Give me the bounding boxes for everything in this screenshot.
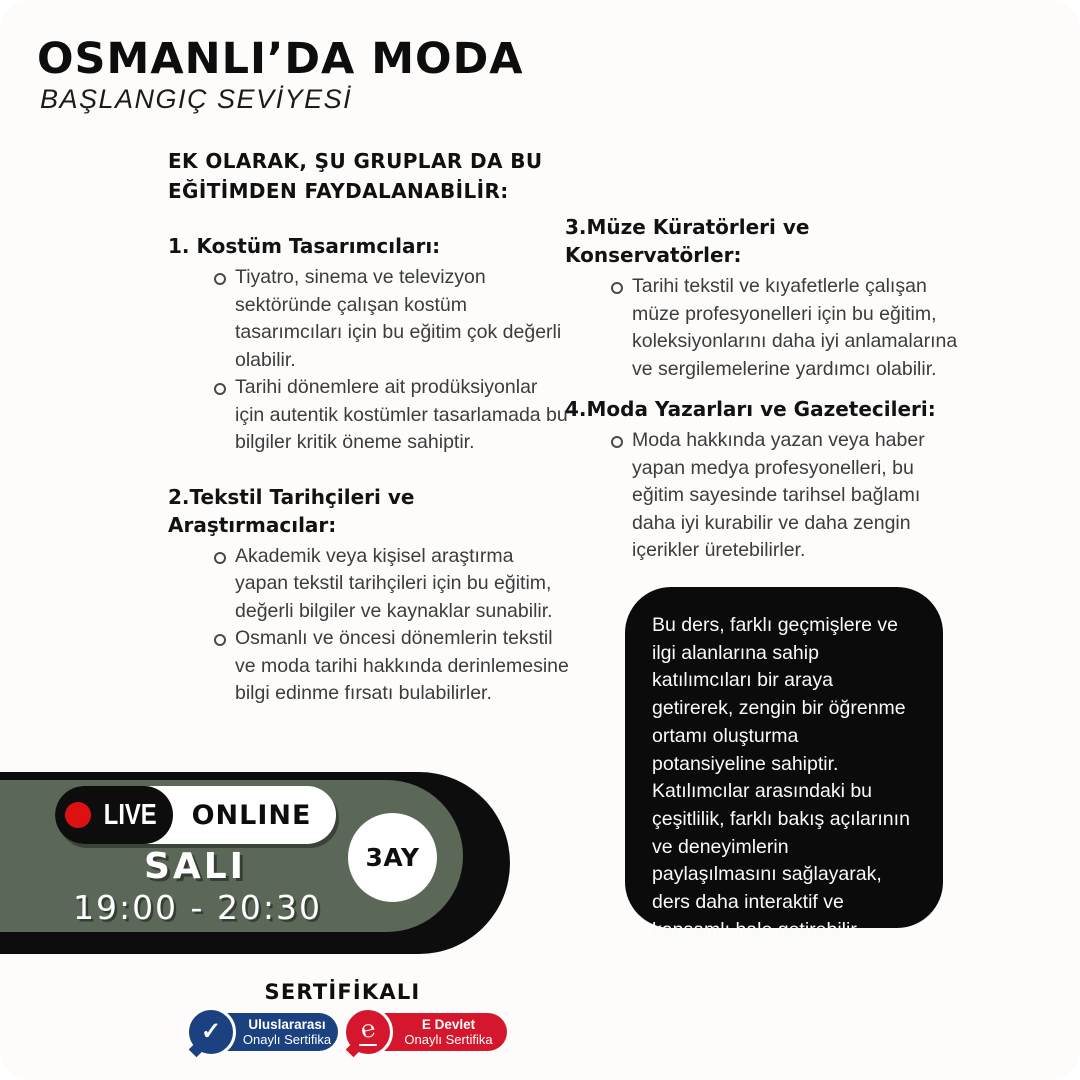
- group-bullet-list: [565, 273, 967, 383]
- page-subtitle: BAŞLANGIÇ SEVİYESİ: [40, 84, 353, 114]
- list-item: Osmanlı ve öncesi dönemlerin tekstil ve moda tarihi hakkında derinlemesine bilgi edinme fırsatı bulabilirler.: [235, 625, 570, 708]
- online-label: ONLINE: [191, 799, 312, 831]
- list-item: Tiyatro, sinema ve televizyon sektöründe çalışan kostüm tasarımcıları için bu eğitim çok değerli olabilir.: [235, 264, 570, 374]
- live-tag: [55, 786, 173, 844]
- group-title: 1. Kostüm Tasarımcıları:: [168, 234, 441, 258]
- page-title: OSMANLI’DA MODA: [37, 34, 524, 84]
- course-note-box: Bu ders, farklı geçmişlere ve ilgi alanlarına sahip katılımcıları bir araya getirerek, zengin bir öğrenme ortamı oluşturma potansiyeline sahiptir. Katılımcılar arasındaki bu çeşitlilik, farklı bakış açılarının ve deneyimlerin paylaşılmasını sağlayarak, ders daha interaktif ve kapsamlı hale getirebilir.: [625, 587, 943, 928]
- group-bullet-list: [565, 427, 967, 565]
- schedule-time: 19:00 - 20:30: [72, 888, 323, 927]
- group-title: 2.Tekstil Tarihçileri ve Araştırmacılar:: [168, 484, 415, 537]
- live-dot-icon: [65, 802, 91, 828]
- certification-heading: SERTİFİKALI: [264, 980, 421, 1004]
- badge-line2: Onaylı Sertifika: [242, 1032, 332, 1047]
- duration-label: 3AY: [365, 843, 420, 872]
- e-devlet-caption-bar: [359, 1044, 377, 1047]
- intro-heading: EK OLARAK, ŞU GRUPLAR DA BU EĞİTİMDEN FAYDALANABİLİR:: [168, 149, 543, 203]
- group-costume-designers: [168, 232, 570, 457]
- badge-line2: Onaylı Sertifika: [404, 1032, 493, 1047]
- group-museum-curators: [565, 213, 967, 383]
- list-item: Moda hakkında yazan veya haber yapan medya profesyonelleri, bu eğitim sayesinde tarihsel bağlamı daha iyi kurabilir ve daha zengin içerikler üretebilirler.: [632, 427, 967, 565]
- group-fashion-writers: [565, 395, 967, 565]
- duration-badge: [348, 813, 437, 902]
- list-item: Tarihi tekstil ve kıyafetlerle çalışan müze profesyonelleri için bu eğitim, koleksiyonlarını daha iyi anlamalarına ve sergilemelerine yardımcı olabilir.: [632, 273, 967, 383]
- group-title: 4.Moda Yazarları ve Gazetecileri:: [565, 397, 936, 421]
- badge-line1: E Devlet: [421, 1017, 476, 1032]
- list-item: Akademik veya kişisel araştırma yapan tekstil tarihçileri için bu eğitim, değerli bilgiler ve kaynaklar sunabilir.: [235, 543, 570, 626]
- list-item: Tarihi dönemlere ait prodüksiyonlar için autentik kostümler tasarlamada bu bilgiler kritik öneme sahiptir.: [235, 374, 570, 457]
- group-textile-historians: [168, 483, 570, 708]
- live-online-badge: [55, 786, 336, 844]
- group-bullet-list: [168, 264, 570, 457]
- checkmark-icon: ✓: [186, 1007, 236, 1057]
- group-title: 3.Müze Küratörleri ve Konservatörler:: [565, 215, 810, 267]
- badge-line1: Uluslararası: [248, 1017, 326, 1032]
- schedule-day: SALI: [143, 846, 247, 887]
- group-bullet-list: [168, 543, 570, 708]
- benefits-right-column: [565, 213, 967, 565]
- benefits-left-column: [168, 146, 570, 708]
- live-label: LIVE: [104, 798, 157, 831]
- e-devlet-icon: ℮: [343, 1007, 393, 1057]
